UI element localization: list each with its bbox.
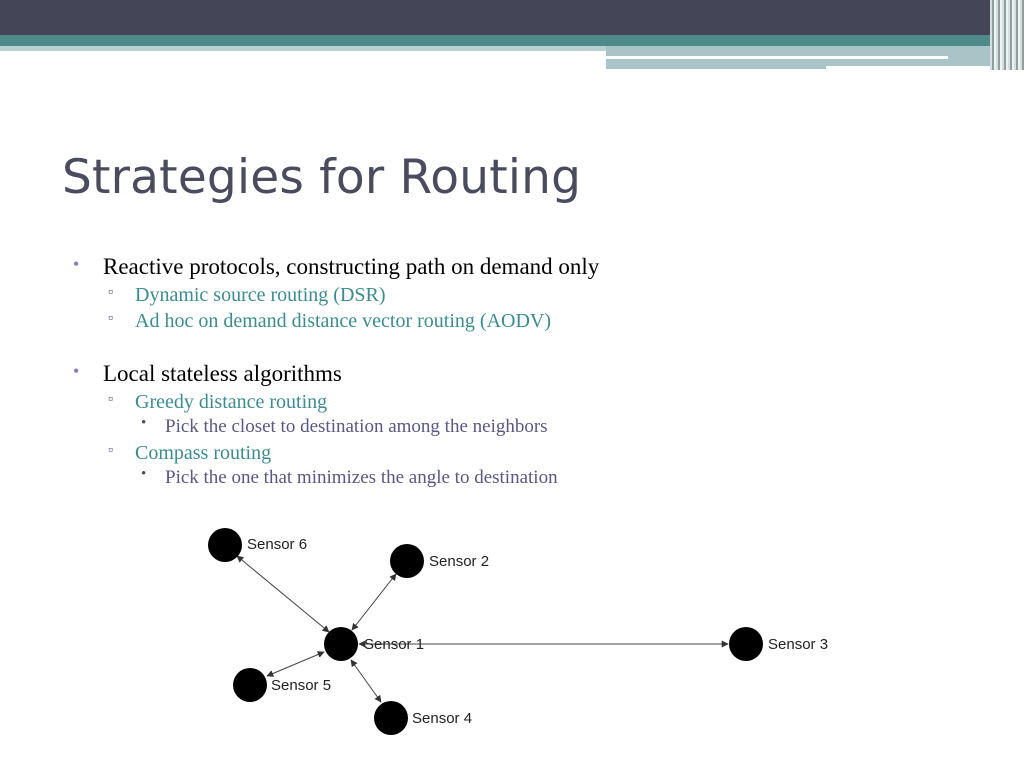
header-accent-line-lower	[606, 66, 826, 69]
sensor-node-3	[729, 627, 763, 661]
sensor-node-5	[233, 668, 267, 702]
sub-bullet-item	[108, 442, 272, 465]
sub-bullet-text: Compass routing	[135, 442, 272, 464]
sub-sub-bullet-item	[141, 415, 548, 438]
small-dot-icon: •	[141, 466, 147, 482]
sub-bullet-text: Dynamic source routing (DSR)	[135, 284, 386, 306]
header-accent-line	[606, 56, 948, 59]
sub-sub-bullet-item	[141, 466, 558, 489]
sub-bullet-item	[108, 391, 328, 414]
bullet-dot-icon: •	[73, 361, 80, 381]
edge-sensor1-sensor5	[267, 652, 324, 676]
sensor-node-4	[374, 701, 408, 735]
sensor-label-6: Sensor 6	[247, 536, 308, 553]
slide-title: Strategies for Routing	[62, 150, 582, 205]
bullet-item	[73, 361, 342, 387]
square-bullet-icon: ▫	[108, 285, 113, 300]
header-vertical-stripes	[990, 0, 1024, 70]
bullet-text: Reactive protocols, constructing path on demand only	[103, 254, 600, 279]
square-bullet-icon: ▫	[108, 311, 113, 326]
edge-sensor1-sensor2	[352, 574, 396, 630]
edge-sensor1-sensor4	[351, 660, 381, 702]
sensor-label-3: Sensor 3	[768, 636, 829, 653]
sub-sub-bullet-text: Pick the one that minimizes the angle to destination	[165, 467, 558, 488]
square-bullet-icon: ▫	[108, 443, 113, 458]
sensor-node-6	[208, 528, 242, 562]
sensor-node-2	[390, 544, 424, 578]
sub-bullet-text: Ad hoc on demand distance vector routing (AODV)	[135, 310, 551, 332]
header-band-dark	[0, 0, 1024, 35]
sensor-label-5: Sensor 5	[271, 677, 332, 694]
sensor-node-1	[324, 627, 358, 661]
bullet-item	[73, 254, 600, 280]
sub-bullet-item	[108, 310, 551, 333]
bullet-text: Local stateless algorithms	[103, 361, 342, 386]
sensor-label-2: Sensor 2	[429, 553, 490, 570]
edge-sensor1-sensor6	[237, 556, 329, 632]
sub-bullet-text: Greedy distance routing	[135, 391, 328, 413]
sub-sub-bullet-text: Pick the closet to destination among the neighbors	[165, 416, 548, 437]
small-dot-icon: •	[141, 415, 147, 431]
header-band-teal	[0, 35, 1024, 46]
sensor-label-4: Sensor 4	[412, 710, 473, 727]
square-bullet-icon: ▫	[108, 392, 113, 407]
sub-bullet-item	[108, 284, 386, 307]
sensor-label-1: Sensor 1	[364, 636, 425, 653]
bullet-dot-icon: •	[73, 254, 80, 274]
